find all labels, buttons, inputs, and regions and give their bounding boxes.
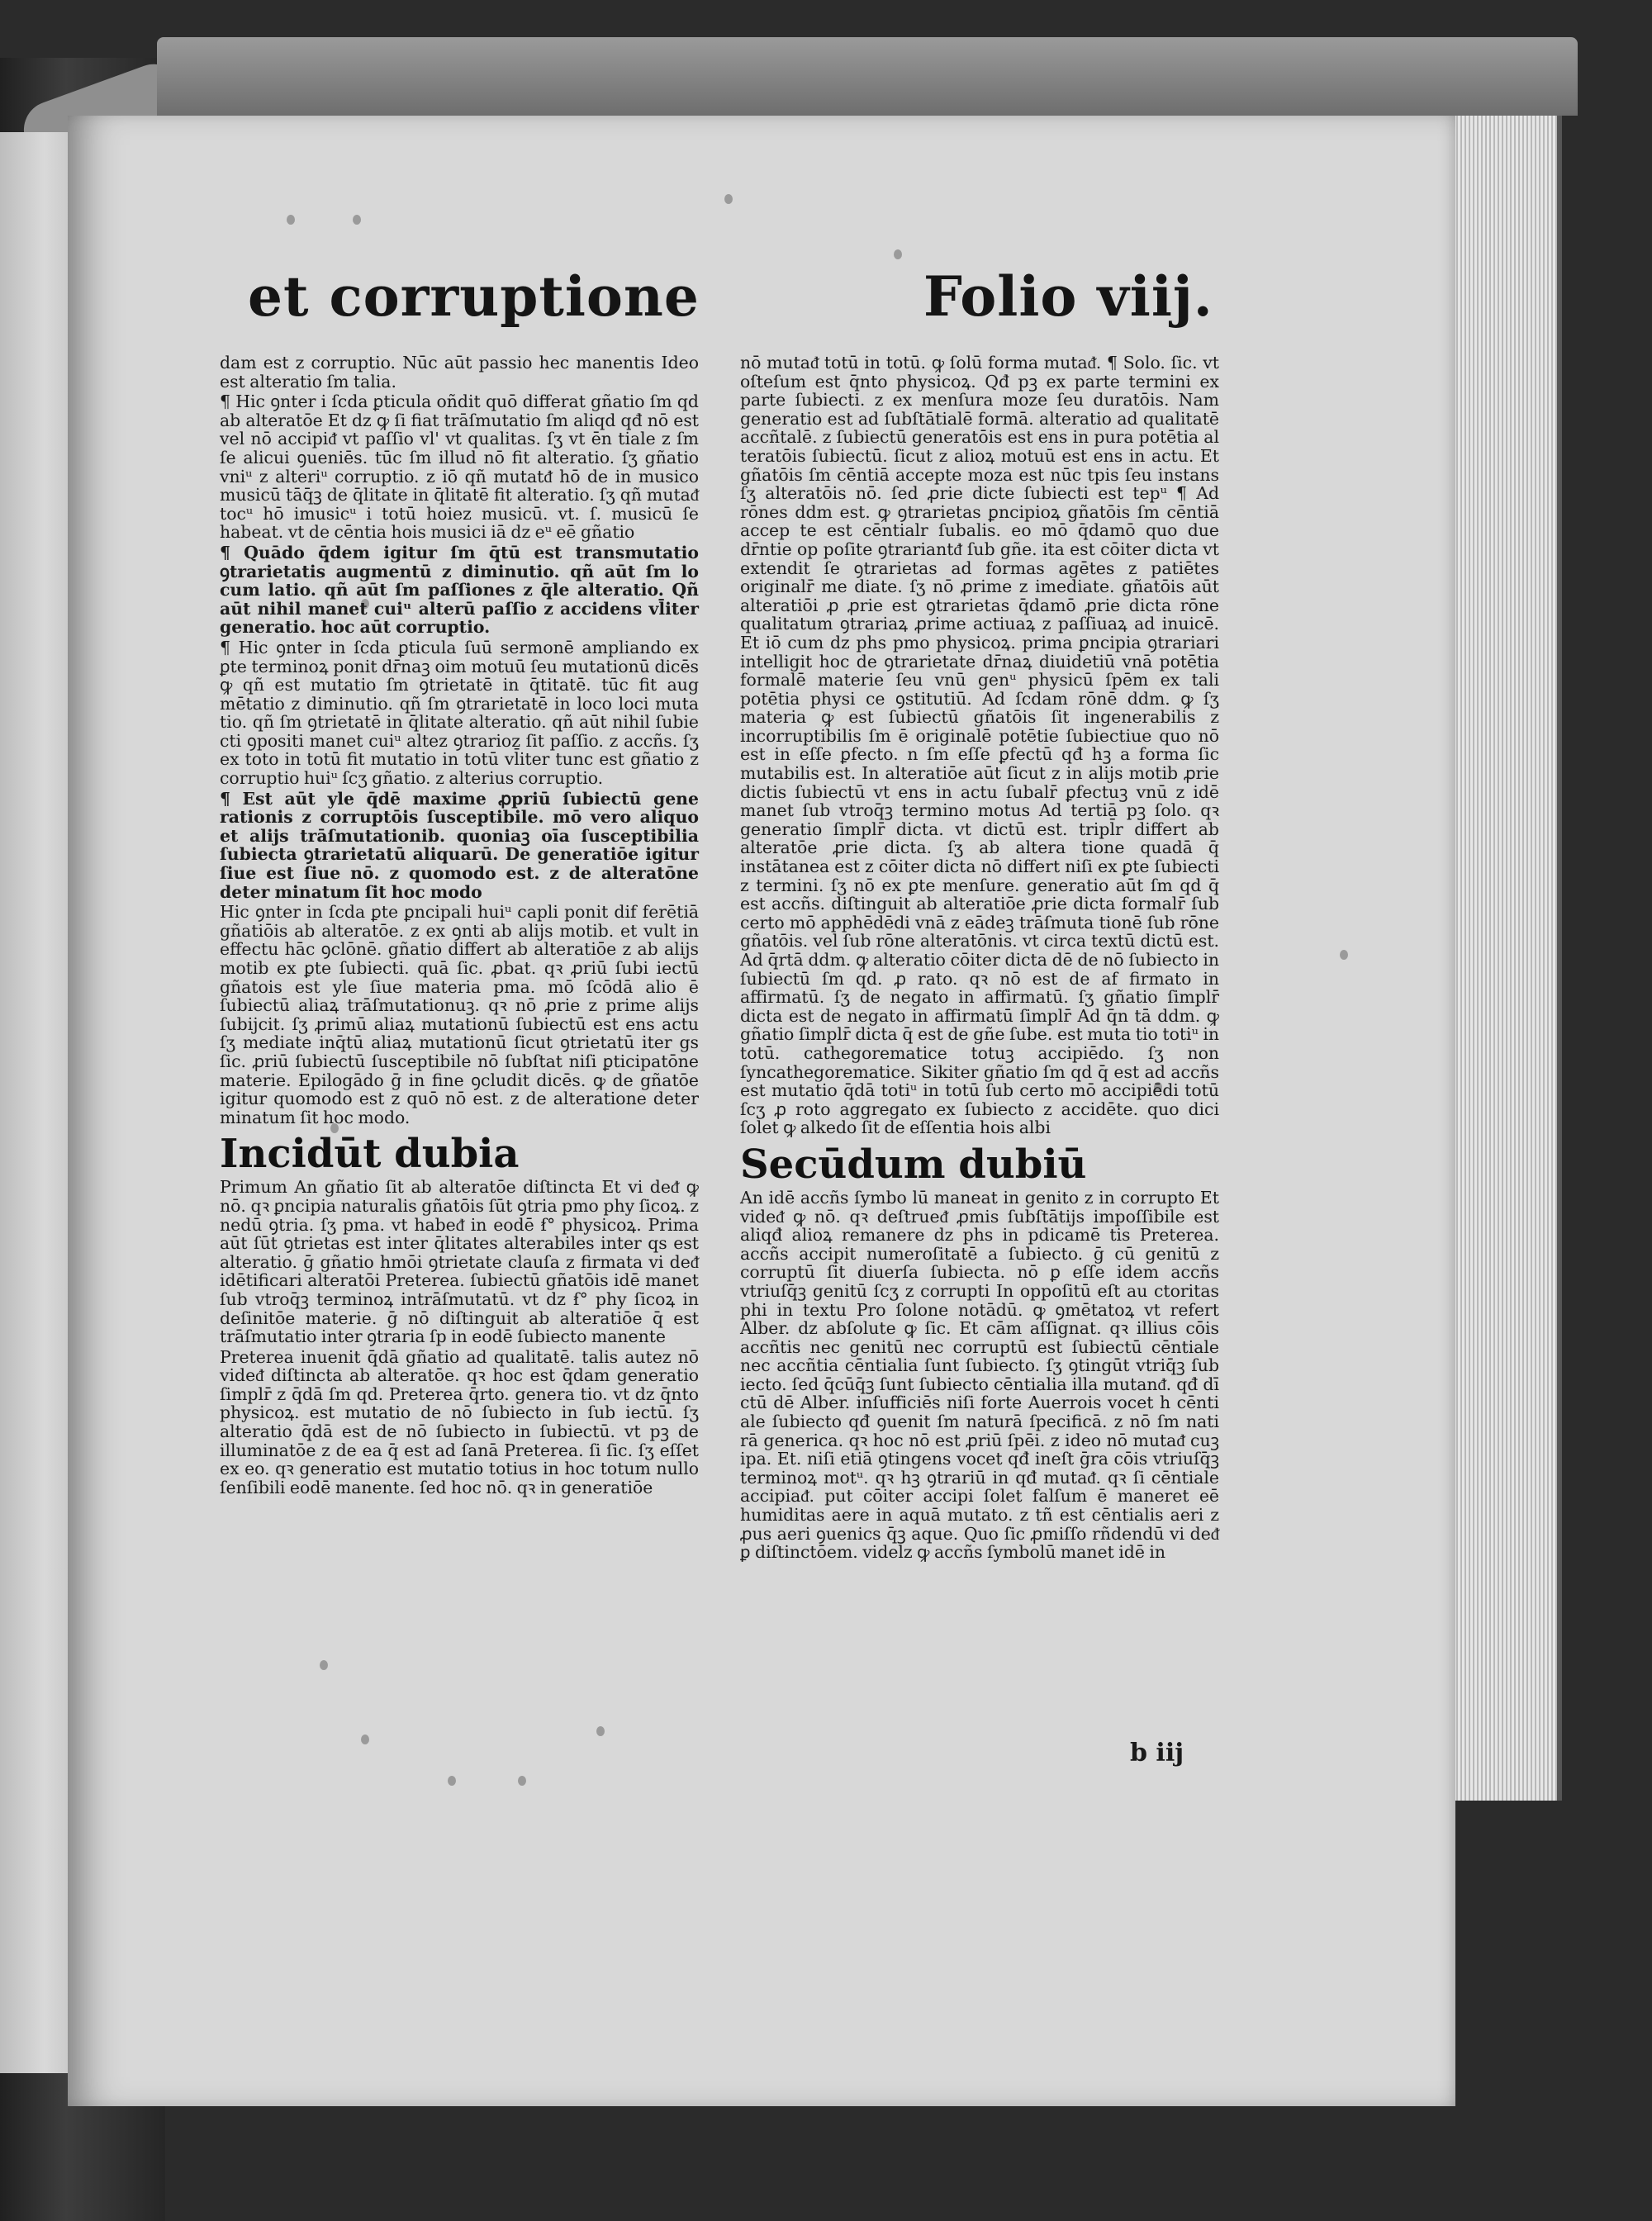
wormhole-speck — [1340, 950, 1348, 960]
running-head-right: Folio viij. — [923, 264, 1213, 329]
paragraph: ¶ Hic ꝯnter in ſcda ꝑticula ſuū sermonē ampliando ex ꝑte terminoꝝ ponit dr̄naꝫ oim motuū ſeu mutationū dicēs ꝙ qñ est mutatio ſm ꝯtrietatē in q̄titatē. tūc fit aug mētatio z diminutio. qñ ſm ꝯtrarietatē in loco loci muta tio. qñ ſm ꝯtrietatē in q̄litate alteratio. qñ aūt nihil ſubie cti ꝯpositi manet cuiᵘ altez ꝯtrarioz ſit paſſio. z accñs. ſʒ ex toto in totū fit mutatio in totū vl̄iter tunc est gñatio z corruptio huiᵘ ſcʒ gñatio. z alterius corruptio. — [220, 637, 699, 789]
wormhole-speck — [596, 1726, 605, 1736]
paragraph: ¶ Hic ꝯnter i ſcda ꝑticula oñdit quō differat gñatio ſm qd ab alteratōe Et dz ꝙ ſi fiat trāſmutatio ſm aliqd qđ nō est vel nō accipiᵭ vt paſſio vl' vt qualitas. ſʒ vt ēn tiale z ſm ſe alicui ꝯueniēs. tūc ſm illud nō fit alteratio. ſʒ gñatio vniᵘ z alteriᵘ corruptio. z iō qñ mutatᵭ hō de in musico musicū tāq̄ꝫ de q̄litate in q̄litatē fit alteratio. ſʒ qñ mutaᵭ tocᵘ hō imusicᵘ i totū hoiez musicū. vt. ſ. musicū ſe habeat. vt de cēntia hois musici iā dz eᵘ eē gñatio — [220, 392, 699, 543]
secundum-text: An idē accñs ſymbo lū maneat in genito z in corrupto Et videᵭ ꝙ nō. qꝛ deſtrueᵭ ꝓmis ſubſtātijs impoſſibile est aliqđ alioꝝ remanere dz phs in pdicamē tis Preterea. accñs accipit numeroſitatē a ſubiecto. ḡ cū genitū z corruptū ſit diuerſa ſubiecta. nō ꝑ eſſe idem accñs vtriuſq̄ꝫ genitū ſcʒ z corrupti In oppoſitū eſt au ctoritas phi in textu Pro ſolone notādū. ꝙ ꝯmētatoꝝ vt refert Alber. dz abſolute ꝙ ſic. Et cām aſſignat. qꝛ illius cōis accñtis nec genitū nec corruptū est ſubiectū cēntiale nec accñtia cēntialia ſunt ſubiecto. ſʒ ꝯtingūt vtriq̄ꝫ ſub iecto. ſed q̄cūq̄ꝫ ſunt ſubiecto cēntialia illa mutanᵭ. qđ dī ctū dē Alber. inſufficiēs niſi forte Auerrois vocet h cēnti ale ſubiecto qđ ꝯuenit ſm naturā ſpecificā. z nō ſm nati rā generica. qꝛ hoc nō est ꝓriū ſpēi. z ideo nō mutaᵭ cuꝫ ipa. Et. niſi etiā ꝯtingens vocet qđ ineſt ḡra cōis vtriuſq̄ꝫ terminoꝝ motᵘ. qꝛ hꝫ ꝯtrariū in qđ mutaᵭ. qꝛ ſi cēntiale accipiaᵭ. put cōiter accipi ſolet falſum ē maneret eē humiditas aere in aquā mutato. z tñ est cēntialis aeri z ꝓus aeri ꝯuenics q̄ꝫ aque. Quo ſic ꝓmiſſo rñdendū vi deᵭ ꝑ diſtinctōem. videlz ꝙ accñs ſymbolū manet idē in — [740, 1187, 1219, 1563]
incidunt-text: Primum An gñatio ſit ab alteratōe diſtincta Et vi deᵭ ꝙ nō. qꝛ ꝑncipia naturalis gñatōis ſūt ꝯtria pmo phy ſicoꝝ. z nedū ꝯtria. ſʒ pma. vt habeᵭ in eodē ẜ° physicoꝝ. Prima aūt ſūt ꝯtrietas est inter q̄litates alterabiles inter qs est alteratio. ḡ gñatio hmōi ꝯtrietate clauſa z firmata vi deᵭ idētificari alteratōi Preterea. ſubiectū gñatōis idē manet ſub vtroq̄ꝫ terminoꝝ intrāſmutatū. vt dz ẜ° phy ſicoꝝ in deſinitōe materie. ḡ nō diſtinguit ab alteratiōe q̄ est trāſmutatio inter ꝯtraria ſp in eodē ſubiecto manente — [220, 1177, 699, 1347]
running-head-left: et corruptione — [248, 264, 700, 329]
wormhole-speck — [361, 1735, 369, 1744]
incidunt-heading: Incidūt dubia — [220, 1131, 520, 1178]
wormhole-speck — [518, 1776, 526, 1786]
wormhole-speck — [353, 215, 361, 225]
left-page-edge — [0, 132, 74, 2073]
paragraph: ¶ Quādo q̄dem igitur ſm q̄tū est transmutatio ꝯtrarietatis augmentū z diminutio. qñ aūt ſm lo cum latio. qñ aūt ſm paſſiones z q̄le alteratio. Qñ aūt nihil manet cuiᵘ alterū paſſio z accidens vl̄iter generatio. hoc aūt corruptio. — [220, 542, 699, 638]
book-cover-top — [157, 37, 1578, 116]
wormhole-speck — [287, 215, 295, 225]
wormhole-speck — [320, 1660, 328, 1670]
signature-mark: b iij — [1130, 1739, 1184, 1768]
right-column — [740, 354, 1219, 1562]
wormhole-speck — [448, 1776, 456, 1786]
paragraph: Preterea inuenit q̄dā gñatio ad qualitatē. talis autez nō videᵭ diſtincta ab alteratōe. qꝛ hoc est q̄dam generatio ſimplr̄ z q̄dā ſm qd. Preterea q̄rto. genera tio. vt dz q̄nto physicoꝝ. est mutatio de nō ſubiecto in ſub iectū. ſʒ alteratio q̄dā est de nō ſubiecto in ſubiectū. vt pꝫ de illuminatōe z de ea q̄ est ad ſanā Preterea. ſi ſic. ſʒ eſſet ex eo. qꝛ generatio est mutatio totius in hoc totum nullo ſenſibili eodē manente. ſed hoc nō. qꝛ in generatiōe — [220, 1346, 699, 1497]
left-column — [220, 354, 699, 1497]
secundum-heading: Secūdum dubiū — [740, 1141, 1087, 1188]
page-edges — [1441, 116, 1562, 1801]
incidunt-block — [220, 1132, 699, 1345]
secundum-block — [740, 1142, 1219, 1562]
paragraph: ¶ Est aūt yle q̄dē maxime ꝓpriū ſubiectū gene rationis z corruptōis ſusceptibile. mō vero aliquo et alijs trāſmutationib. quoniaꝫ oīa ſusceptibilia ſubiecta ꝯtrarietatū aliquarū. De generatiōe igitur ſiue est ſiue nō. z quomodo est. z de alteratōne deter minatum ſit hoc modo — [220, 788, 699, 902]
paragraph: dam est z corruptio. Nūc aūt passio hec manentis Ideo est alteratio ſm talia. — [220, 353, 699, 392]
paragraph: Hic ꝯnter in ſcda ꝑte ꝑncipali huiᵘ capli ponit dif ferētiā gñatiōis ab alteratōe. z ex ꝯnti ab alijs motib. et vult in effectu hāc ꝯclōnē. gñatio differt ab alteratiōe z ab alijs motib ex ꝑte ſubiecti. quā ſic. ꝓbat. qꝛ ꝓriū ſubi iectū gñatois est yle ſiue materia pma. mō ſcōdā alio ē ſubiectū aliaꝝ trāſmutationuꝫ. qꝛ nō ꝓrie z prime alijs ſubijcit. ſʒ ꝓrimū aliaꝝ mutationū ſubiectū est ens actu ſʒ mediate inq̄tū aliaꝝ mutationū ſicut ꝯtrietatū iter gs ſic. ꝓriū ſubiectū ſusceptibile nō ſubſtat niſi ꝑticipatōne materie. Epilogādo ḡ in fine ꝯcludit dicēs. ꝙ de gñatōe igitur quomodo est z quō nō est. z de alteratione deter minatum ſit hoc modo. — [220, 902, 699, 1127]
paragraph: nō mutaᵭ totū in totū. ꝙ ſolū forma mutaᵭ. ¶ Solo. ſic. vt oſteſum est q̄nto physicoꝝ. Qđ pꝫ ex parte termini ex parte ſubiecti. z ex menſura moze ſeu duratōis. Nam generatio est ad ſubſtātialē formā. alteratio ad qualitatē accñtalē. z ſubiectū generatōis est ens in pura potētia al teratōis ſubiectū. ſicut z alioꝝ motuū est ens in actu. Et gñatōis ſm cēntiā accepte moza est nūc tpis ſeu instans ſʒ alteratōis nō. ſed ꝓrie dicte ſubiecti est tepᵘ ¶ Ad rōnes ddm est. ꝙ ꝯtrarietas ꝑncipioꝝ gñatōis ſm cēntiā accep te est cēntialr ſubalis. eo mō q̄damō quo due dr̄ntie op poſite ꝯtrariantᵭ ſub gñe. ita est cōiter dicta vt extendit ſe ꝯtrarietas ad formas agētes z patiētes originalr̄ me diate. ſʒ nō ꝓrime z imediate. gñatōis aūt alteratiōi ꝓ ꝓrie est ꝯtrarietas q̄damō ꝓrie dicta rōne qualitatum ꝯtrariaꝝ ꝓrime actiuaꝝ z paſſiuaꝝ ad inuicē. Et iō cum dz phs pmo physicoꝝ. prima ꝑncipia ꝯtrariari intelligit hoc de ꝯtrarietate dr̄naꝝ diuidetiū vnā potētia formalē materie ſeu vnū genᵘ physicū ſpēm ex tali potētia physi ce ꝯstitutiū. Ad ſcdam rōnē ddm. ꝙ ſʒ materia ꝙ est ſubiectū gñatōis ſit ingenerabilis z incorruptibilis ſm ē originalē potētie ſubiectiue quo nō est in eſſe ꝑfecto. n ſm eſſe ꝑfectū qđ hꝫ a forma ſic mutabilis est. In alteratiōe aūt ſicut z in alijs motib ꝓrie dictis ſubiectū vt ens in actu ſubalr̄ ꝑfectuꝫ vnū z idē manet ſub vtroq̄ꝫ termino motus Ad tertiā pꝫ ſolo. qꝛ generatio ſimplr̄ dicta. vt dictū est. tripl̄r differt ab alteratōe ꝓrie dicta. ſʒ ab altera tione quadā q̄ instātanea est z cōiter dicta nō differt niſi ex ꝑte ſubiecti z termini. ſʒ nō ex ꝑte menſure. generatio aūt ſm qd q̄ est accñs. diſtinguit ab alteratiōe ꝓrie dicta formalr̄ ſub certo mō apphēdēdi vnā z eādeꝫ trāſmuta tionē ſub rōne gñatōis. vel ſub rōne alteratōnis. vt circa textū dictū est. Ad q̄rtā ddm. ꝙ alteratio cōiter dicta dē de nō ſubiecto in ſubiectū ſm qd. ꝓ rato. qꝛ nō est de af firmato in affirmatū. ſʒ de negato in affirmatū. ſʒ gñatio ſimplr̄ dicta est de negato in affirmatū ſimplr̄ Ad q̄n tā ddm. ꝙ gñatio ſimplr̄ dicta q̄ est de gñe ſube. est muta tio totiᵘ in totū. cathegorematice totuꝫ accipiēdo. ſʒ non ſyncathegorematice. Sikiter gñatio ſm qd q̄ est ad accñs est mutatio q̄dā totiᵘ in totū ſub certo mō accipiēdi totū ſcʒ ꝓ roto aggregato ex ſubiecto z accidēte. quo dici ſolet ꝙ alkedo ſit de eſſentia hois albi — [740, 353, 1219, 1138]
wormhole-speck — [894, 249, 902, 259]
wormhole-speck — [724, 194, 733, 204]
